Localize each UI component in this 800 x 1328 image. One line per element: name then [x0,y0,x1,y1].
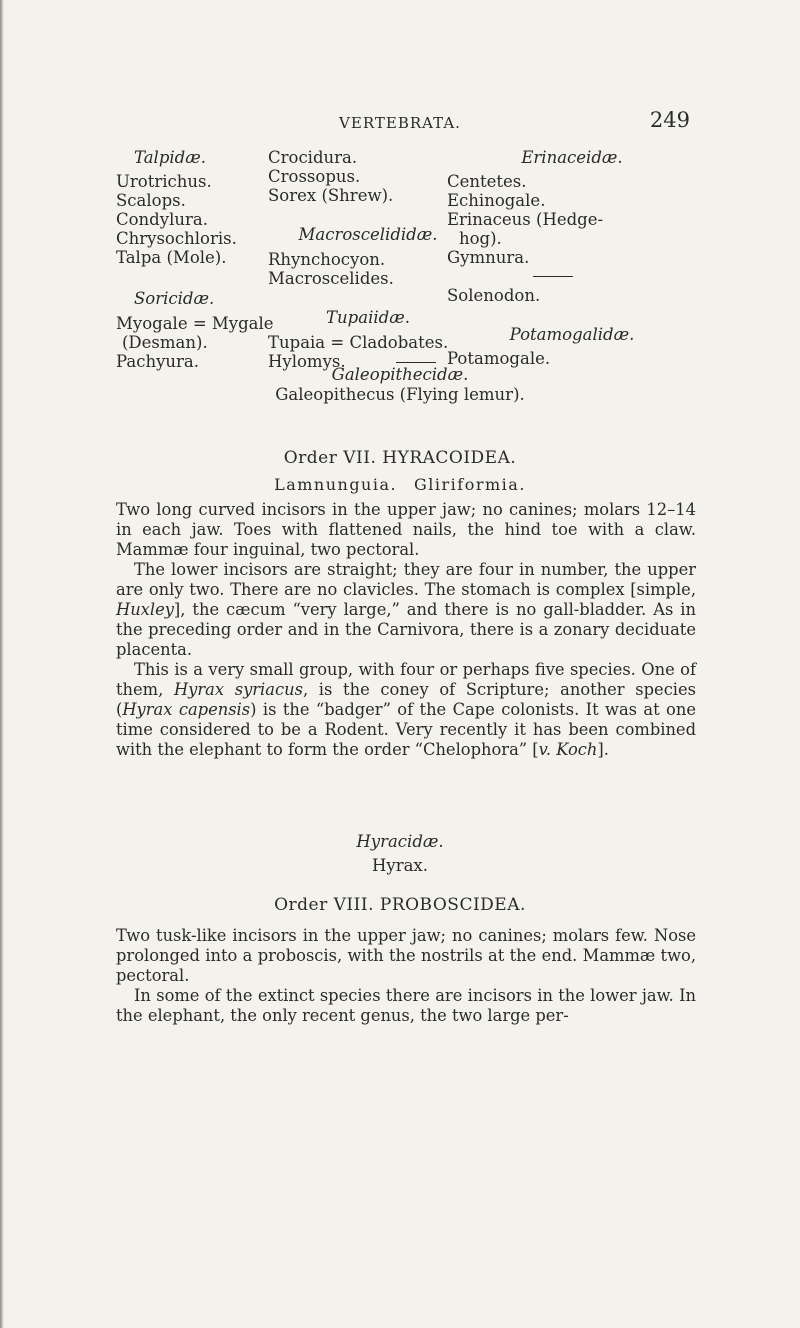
genus-item: Condylura. [116,210,208,229]
column-1 [116,148,286,371]
page-number: 249 [649,108,690,132]
genus-item: Gymnura. [447,248,530,267]
genus-item: Rhynchocyon. [268,250,386,269]
order7-body [116,500,696,760]
genus-item: hog). [459,229,502,248]
genus-item: Hyrax. [372,856,428,875]
order-heading: Order VIII. PROBOSCIDEA. [274,895,526,915]
genus-item: Talpa (Mole). [116,248,227,267]
genus-item: Urotrichus. [116,172,212,191]
genus-item: Chrysochloris. [116,229,237,248]
genus-item: Hylomys. [268,352,346,371]
running-head: VERTEBRATA. [339,114,461,132]
paragraph: Two long curved incisors in the upper jaw; no canines; molars 12–14 in each jaw. Toes with flattened nails, the hind toe with a claw. Mammæ four inguinal, two pectoral. [116,500,696,559]
family-erinaceidae: Erinaceidæ. [521,148,623,167]
genus-item: Crocidura. [268,148,358,167]
genus-item: Centetes. [447,172,527,191]
family-potamogalidae: Potamogalidæ. [509,325,635,344]
genus-item: Sorex (Shrew). [268,186,394,205]
family-soricidae: Soricidæ. [134,289,215,308]
paragraph: The lower incisors are straight; they are four in number, the upper are only two. There are no clavicles. The stomach is complex [simple, Huxley], the cæcum “very large,” and there is no gall-bladder. As in the preceding order and in the Carnivora, there is a zonary deciduate placenta. [116,560,696,659]
genus-item: Macroscelides. [268,269,394,288]
family-tupaiidae: Tupaiidæ. [326,308,410,327]
genus-item: Tupaia = Cladobates. [268,333,449,352]
family-galeopithecidae: Galeopithecidæ. [331,365,469,384]
genus-item: Myogale = Mygale [116,314,274,333]
order-subheading: Lamnunguia. Gliriformia. [274,475,526,494]
paragraph: This is a very small group, with four or perhaps five species. One of them, Hyrax syriacus, is the coney of Scripture; another species (Hyrax capensis) is the “badger” of the Cape colonists. It was at one time considered to be a Rodent. Very recently it has been combined with the elephant to form the order “Chelophora” [v. Koch]. [116,660,697,759]
family-hyracidae: Hyracidæ. [356,832,444,851]
galeopithecidae-section [0,362,800,405]
paragraph: Two tusk-like incisors in the upper jaw; no canines; molars few. Nose prolonged into a proboscis, with the nostrils at the end. Mammæ two, pectoral. [116,926,696,985]
family-talpidae: Talpidæ. [134,148,206,167]
genus-item: Crossopus. [268,167,361,186]
paragraph: In some of the extinct species there are incisors in the lower jaw. In the elephant, the only recent genus, the two large per- [116,986,696,1025]
genus-item: Pachyura. [116,352,199,371]
genus-item: Potamogale. [447,349,551,368]
genus-item: Solenodon. [447,286,541,305]
order8-body [116,926,696,1026]
order-heading: Order VII. HYRACOIDEA. [283,448,517,468]
family-macroscelididae: Macroscelididæ. [298,225,438,244]
column-2 [268,148,468,371]
column-3 [447,148,697,368]
section-divider [396,362,436,363]
hyracidae-section [0,832,800,876]
genus-item: Galeopithecus (Flying lemur). [275,385,525,404]
genus-item: Erinaceus (Hedge- [447,210,604,229]
section-divider [533,276,573,277]
page-spine-shadow [0,0,4,1328]
genus-item: (Desman). [122,333,208,352]
genus-item: Scalops. [116,191,186,210]
page-header [0,108,800,138]
genus-item: Echinogale. [447,191,546,210]
